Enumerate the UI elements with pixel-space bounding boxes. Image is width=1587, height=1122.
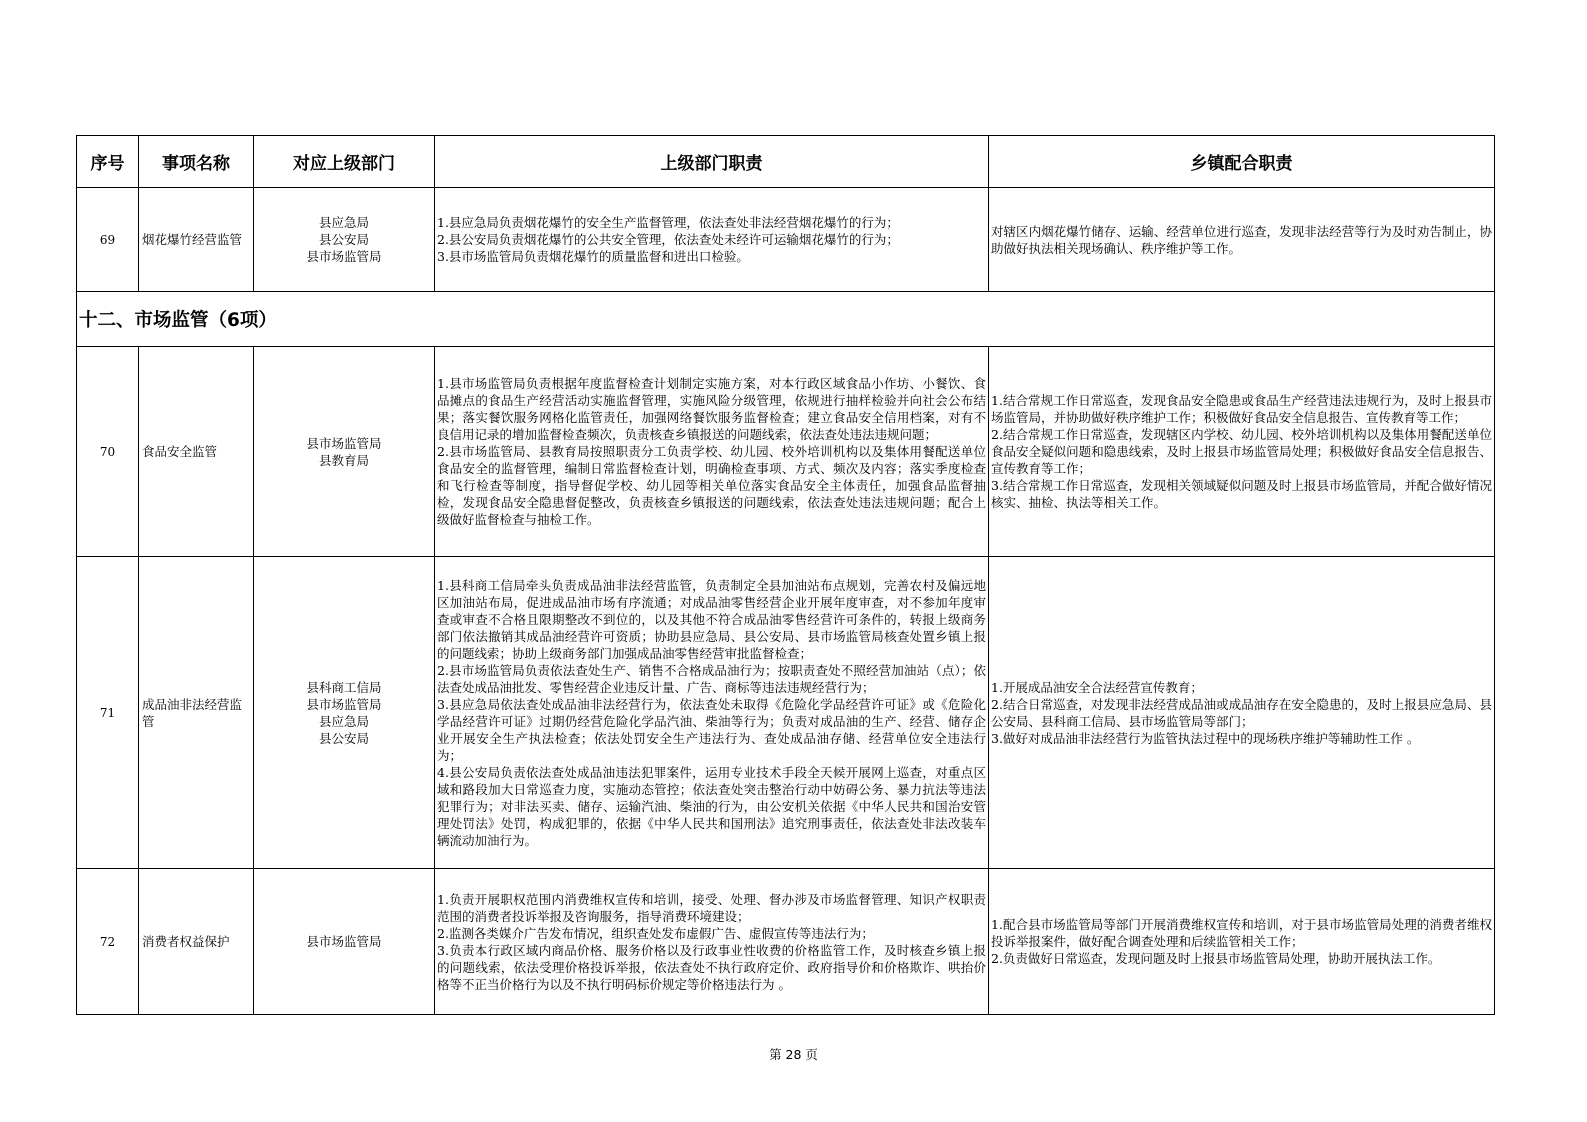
row-town-duties	[989, 188, 1495, 292]
table-row-69	[77, 188, 1495, 292]
table-row-71	[77, 557, 1495, 869]
duty-item: 1.县应急局负责烟花爆竹的安全生产监督管理，依法查处非法经营烟花爆竹的行为；	[437, 215, 899, 230]
duty-item: 1.负责开展职权范围内消费维权宣传和培训，接受、处理、督办涉及市场监督管理、知识产权职责范围的消费者投诉举报及咨询服务，指导消费环境建设；	[437, 891, 986, 924]
duty-item: 1.结合常规工作日常巡查，发现食品安全隐患或食品生产经营违法违规行为，及时上报县市场监管局，并协助做好秩序维护工作；积极做好食品安全信息报告、宣传教育等工作；	[991, 393, 1492, 425]
row-town-duties	[989, 557, 1495, 869]
department: 县公安局	[318, 232, 369, 247]
department: 县市场监管局	[306, 934, 382, 949]
row-superior-duties	[435, 188, 989, 292]
row-item-name: 成品油非法经营监管	[139, 557, 254, 869]
row-no: 71	[77, 557, 139, 869]
row-superior-duties	[435, 557, 989, 869]
duty-item: 3.县应急局依法查处成品油非法经营行为，依法查处未取得《危险化学品经营许可证》或《危险化学品经营许可证》过期仍经营危险化学品汽油、柴油等行为；负责对成品油的生产、经营、储存企业开展安全生产执法检查；依法处罚安全生产违法行为、查处成品油存储、经营单位安全违法行为；	[437, 696, 986, 763]
department: 县公安局	[318, 730, 369, 746]
department: 县市场监管局	[306, 696, 382, 712]
header-item-name: 事项名称	[139, 136, 254, 188]
duty-item: 2.结合日常巡查，对发现非法经营成品油或成品油存在安全隐患的，及时上报县应急局、县公安局、县科商工信局、县市场监管局等部门；	[991, 696, 1492, 729]
row-superior-duties	[435, 869, 989, 1015]
table-row-70	[77, 347, 1495, 557]
department: 县科商工信局	[306, 679, 382, 695]
duty-item: 1.县科商工信局牵头负责成品油非法经营监管，负责制定全县加油站布点规划，完善农村及偏远地区加油站布局，促进成品油市场有序流通；对成品油零售经营企业开展年度审查，对不参加年度审查或审查不合格且限期整改不到位的，以及其他不符合成品油零售经营许可条件的，转报上级商务部门依法撤销其成品油经营许可资质；协助县应急局、县公安局、县市场监管局核查处置乡镇上报的问题线索；协助上级商务部门加强成品油零售经营审批监督检查；	[437, 577, 986, 661]
duty-item: 3.县市场监管局负责烟花爆竹的质量监督和进出口检验。	[437, 249, 749, 264]
duty-item: 3.做好对成品油非法经营行为监管执法过程中的现场秩序维护等辅助性工作 。	[991, 730, 1420, 746]
header-row	[77, 136, 1495, 188]
department: 县市场监管局	[306, 435, 382, 451]
duty-item: 1.县市场监管局负责根据年度监督检查计划制定实施方案，对本行政区域食品小作坊、小餐饮、食品摊点的食品生产经营活动实施监督管理，实施风险分级管理，依规进行抽样检验并向社会公布结果；落实餐饮服务网格化监管责任，加强网络餐饮服务监督检查；建立食品安全信用档案，对有不良信用记录的增加监督检查频次，负责核查乡镇报送的问题线索，依法查处违法违规问题；	[437, 376, 986, 442]
table-row-72	[77, 869, 1495, 1015]
duty-item: 3.负责本行政区域内商品价格、服务价格以及行政事业性收费的价格监管工作，及时核查乡镇上报的问题线索，依法受理价格投诉举报，依法查处不执行政府定价、政府指导价和价格欺诈、哄抬价格等不正当价格行为以及不执行明码标价规定等价格违法行为 。	[437, 942, 986, 992]
duty-item: 2.结合常规工作日常巡查，发现辖区内学校、幼儿园、校外培训机构以及集体用餐配送单位食品安全疑似问题和隐患线索，及时上报县市场监管局处理；积极做好食品安全信息报告、宣传教育等工作；	[991, 427, 1492, 476]
row-no: 70	[77, 347, 139, 557]
header-town-duties: 乡镇配合职责	[989, 136, 1495, 188]
row-town-duties	[989, 347, 1495, 557]
duty-item: 2.县公安局负责烟花爆竹的公共安全管理，依法查处未经许可运输烟花爆竹的行为；	[437, 232, 899, 247]
department: 县市场监管局	[306, 249, 382, 264]
row-departments	[254, 869, 435, 1015]
row-item-name: 烟花爆竹经营监管	[139, 188, 254, 292]
row-departments	[254, 347, 435, 557]
row-departments	[254, 557, 435, 869]
row-item-name: 食品安全监管	[139, 347, 254, 557]
duty-item: 3.结合常规工作日常巡查，发现相关领域疑似问题及时上报县市场监管局，并配合做好情况核实、抽检、执法等相关工作。	[991, 478, 1492, 510]
duty-item: 2.监测各类媒介广告发布情况，组织查处发布虚假广告、虚假宣传等违法行为；	[437, 925, 874, 941]
row-no: 72	[77, 869, 139, 1015]
section-row	[77, 292, 1495, 347]
department: 县应急局	[318, 713, 369, 729]
duty-item: 2.县市场监管局负责依法查处生产、销售不合格成品油行为；按职责查处不照经营加油站（点）；依法查处成品油批发、零售经营企业违反计量、广告、商标等违法违规经营行为；	[437, 662, 986, 695]
department: 县教育局	[318, 452, 369, 468]
header-superior-duties: 上级部门职责	[435, 136, 989, 188]
duty-item: 1.开展成品油安全合法经营宣传教育；	[991, 679, 1203, 695]
duty-item: 2.县市场监管局、县教育局按照职责分工负责学校、幼儿园、校外培训机构以及集体用餐配送单位食品安全的监督管理，编制日常监督检查计划，明确检查事项、方式、频次及内容；落实季度检查和飞行检查等制度，指导督促学校、幼儿园等相关单位落实食品安全主体责任，加强食品监督抽检，发现食品安全隐患督促整改，负责核查乡镇报送的问题线索，依法查处违法违规问题；配合上级做好监督检查与抽检工作。	[437, 444, 986, 527]
section-title: 十二、市场监管（6项）	[77, 292, 1495, 347]
header-department: 对应上级部门	[254, 136, 435, 188]
row-town-duties	[989, 869, 1495, 1015]
row-superior-duties	[435, 347, 989, 557]
row-item-name: 消费者权益保护	[139, 869, 254, 1015]
duty-item: 对辖区内烟花爆竹储存、运输、经营单位进行巡查，发现非法经营等行为及时劝告制止，协助做好执法相关现场确认、秩序维护等工作。	[991, 223, 1492, 256]
duty-item: 4.县公安局负责依法查处成品油违法犯罪案件，运用专业技术手段全天候开展网上巡查，对重点区域和路段加大日常巡查力度，实施动态管控；依法查处突击整治行动中妨碍公务、暴力抗法等违法犯罪行为；对非法买卖、储存、运输汽油、柴油的行为，由公安机关依据《中华人民共和国治安管理处罚法》处罚，构成犯罪的，依据《中华人民共和国刑法》追究刑事责任，依法查处非法改装车辆流动加油行为。	[437, 764, 986, 848]
department: 县应急局	[318, 215, 369, 230]
row-no: 69	[77, 188, 139, 292]
row-departments	[254, 188, 435, 292]
duty-item: 1.配合县市场监管局等部门开展消费维权宣传和培训，对于县市场监管局处理的消费者维权投诉举报案件，做好配合调查处理和后续监管相关工作；	[991, 917, 1492, 949]
header-no: 序号	[77, 136, 139, 188]
duty-item: 2.负责做好日常巡查，发现问题及时上报县市场监管局处理，协助开展执法工作。	[991, 951, 1441, 966]
page-number: 第 28 页	[769, 1047, 818, 1062]
responsibility-table	[76, 135, 1495, 1015]
